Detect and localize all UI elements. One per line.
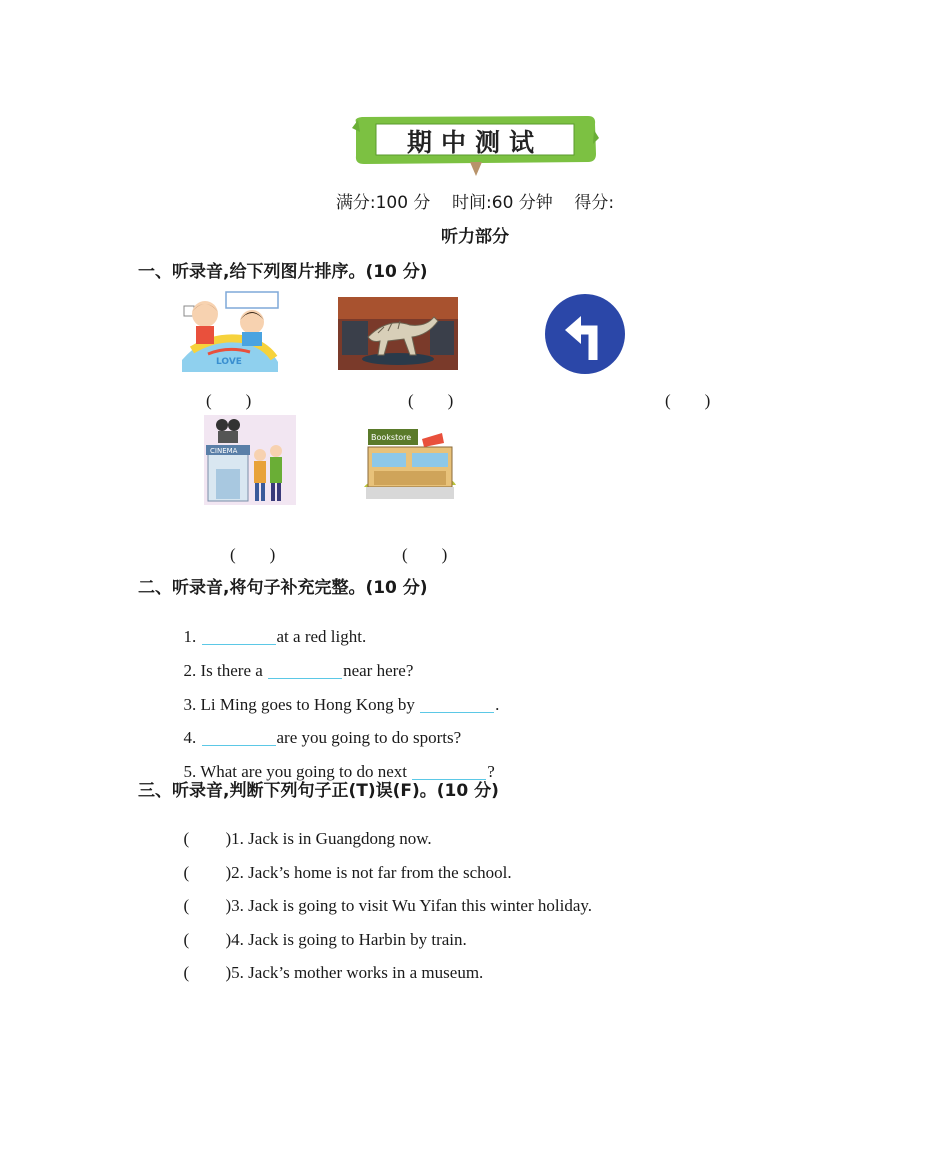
score-info: 满分:100 分 时间:60 分钟 得分: [335, 193, 615, 213]
turn-left-sign-icon [543, 292, 627, 376]
answer-paren[interactable]: ( [183, 896, 190, 915]
part3-title: 三、听录音,判断下列句子正(T)误(F)。(10 分) [138, 781, 499, 801]
section-heading: 听力部分 [441, 227, 509, 247]
title-banner [350, 110, 600, 180]
answer-paren-1[interactable]: ( ) [206, 391, 252, 410]
answer-paren-5[interactable]: ( ) [402, 545, 448, 564]
answer-paren-2[interactable]: ( ) [408, 391, 454, 410]
judge-text: )2. Jack’s home is not far from the school. [225, 863, 512, 882]
sentence-text: at a red light. [276, 627, 367, 646]
part1-title: 一、听录音,给下列图片排序。(10 分) [138, 262, 428, 282]
cinema-sign-text: CINEMA [210, 447, 238, 455]
sentence-text: ? [487, 762, 495, 781]
answer-paren-3[interactable]: ( ) [665, 391, 711, 410]
bookstore-sign-text: Bookstore [371, 433, 412, 442]
bookstore-icon [362, 427, 458, 503]
judge-text: )4. Jack is going to Harbin by train. [225, 930, 467, 949]
answer-paren[interactable]: ( [183, 930, 190, 949]
judge-text: )1. Jack is in Guangdong now. [225, 829, 432, 848]
page-title: 期中测试 [406, 128, 543, 157]
sentence-text: 3. Li Ming goes to Hong Kong by [183, 695, 420, 714]
answer-paren[interactable]: ( [183, 863, 190, 882]
sentence-text: near here? [343, 661, 414, 680]
sentence-text: 2. Is there a [183, 661, 268, 680]
judge-text: )5. Jack’s mother works in a museum. [225, 963, 484, 982]
kids-with-sign-icon [178, 290, 282, 372]
sentence-text: are you going to do sports? [276, 728, 462, 747]
sentence-text: 5. What are you going to do next [183, 762, 412, 781]
dinosaur-museum-icon [338, 297, 458, 370]
judge-text: )3. Jack is going to visit Wu Yifan this winter holiday. [225, 896, 593, 915]
sentence-text: 1. [183, 627, 201, 646]
judge-item-5 [175, 943, 483, 983]
love-sign-text: LOVE [216, 357, 242, 367]
sentence-text: . [495, 695, 500, 714]
answer-paren[interactable]: ( [183, 829, 190, 848]
part2-title: 二、听录音,将句子补充完整。(10 分) [138, 578, 428, 598]
cinema-couple-icon [204, 415, 296, 505]
answer-paren[interactable]: ( [183, 963, 190, 982]
sentence-text: 4. [183, 728, 201, 747]
answer-paren-4[interactable]: ( ) [230, 545, 276, 564]
